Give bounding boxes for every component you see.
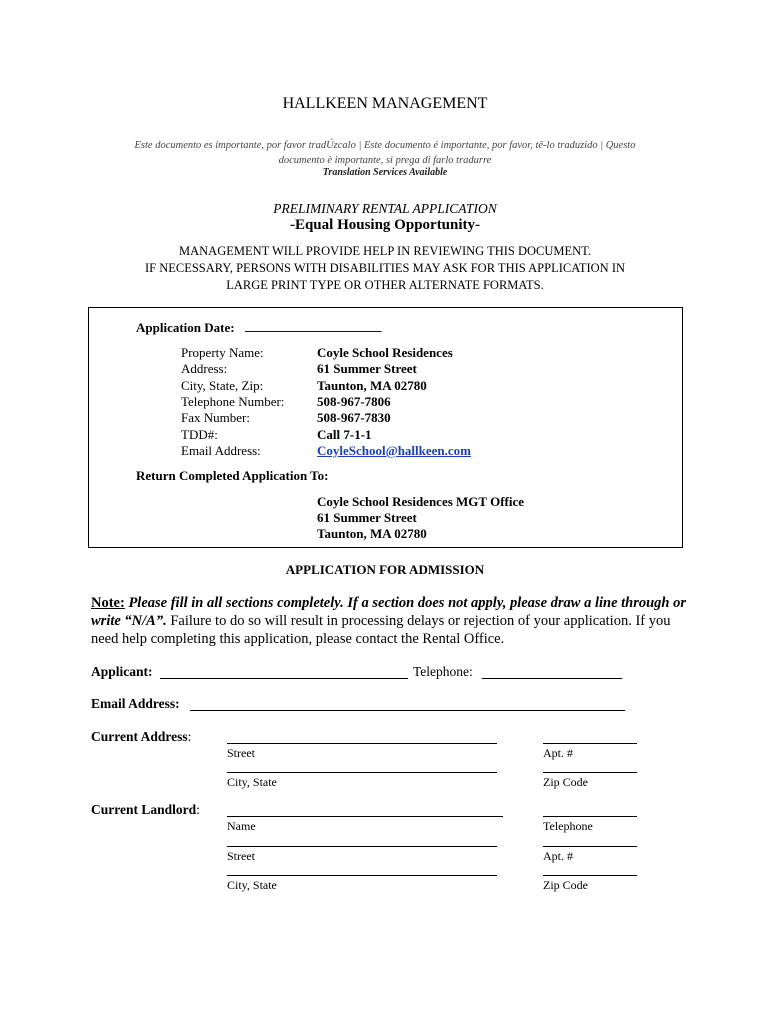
translation-services: Translation Services Available: [322, 167, 448, 178]
landlord-city-caption: City, State: [227, 878, 277, 892]
landlord-telephone-line[interactable]: [543, 816, 637, 817]
address-zip-caption: Zip Code: [543, 775, 588, 789]
city-state-zip-value: Taunton, MA 02780: [317, 378, 427, 393]
address-label: Address:: [181, 361, 228, 376]
telephone-label: Telephone:: [413, 664, 473, 679]
note-label: Note:: [91, 595, 125, 611]
city-state-zip-label: City, State, Zip:: [181, 378, 264, 393]
current-landlord-label: [91, 802, 200, 818]
current-landlord-label-text: Current Landlord: [91, 802, 197, 817]
address-street-line[interactable]: [227, 743, 497, 744]
address-apt-caption: Apt. #: [543, 746, 573, 760]
address-value: 61 Summer Street: [317, 361, 417, 376]
current-address-colon: :: [187, 729, 192, 744]
telephone-number-label: Telephone Number:: [181, 394, 285, 409]
landlord-apt-caption: Apt. #: [543, 849, 573, 863]
email-label: Email Address:: [91, 696, 180, 711]
current-address-label-text: Current Address: [91, 729, 188, 744]
property-name-value: Coyle School Residences: [317, 345, 453, 360]
landlord-city-line[interactable]: [227, 875, 497, 876]
tdd-label: TDD#:: [181, 427, 218, 442]
address-city-line[interactable]: [227, 772, 497, 773]
address-city-caption: City, State: [227, 775, 277, 789]
translation-notice-line-2: documento è importante, si prega di farlo tradurre: [278, 155, 492, 166]
management-notice-line-3: LARGE PRINT TYPE OR OTHER ALTERNATE FORMATS.: [226, 278, 544, 292]
return-line-city: Taunton, MA 02780: [317, 526, 427, 541]
current-address-label: [91, 729, 191, 745]
email-address-label: Email Address:: [181, 443, 261, 458]
admission-heading: APPLICATION FOR ADMISSION: [285, 562, 485, 577]
telephone-input-line[interactable]: [482, 678, 622, 679]
translation-notice-line-1: Este documento es importante, por favor tradÚzcalo | Este documento é importante, por favor, tê-lo traduzido | Questo: [134, 140, 636, 151]
landlord-street-line[interactable]: [227, 846, 497, 847]
fax-number-value: 508-967-7830: [317, 410, 391, 425]
management-notice-line-2: IF NECESSARY, PERSONS WITH DISABILITIES MAY ASK FOR THIS APPLICATION IN: [144, 261, 626, 275]
landlord-street-caption: Street: [227, 849, 255, 863]
address-zip-line[interactable]: [543, 772, 637, 773]
email-address-link[interactable]: CoyleSchool@hallkeen.com: [317, 443, 472, 458]
landlord-name-caption: Name: [227, 819, 256, 833]
management-notice: [0, 243, 770, 294]
return-application-label: Return Completed Application To:: [136, 468, 329, 483]
management-notice-line-1: MANAGEMENT WILL PROVIDE HELP IN REVIEWING THIS DOCUMENT.: [179, 244, 591, 258]
property-name-label: Property Name:: [181, 345, 264, 360]
note-paragraph: [91, 594, 691, 648]
landlord-zip-line[interactable]: [543, 875, 637, 876]
note-rest: Failure to do so will result in processing delays or rejection of your application. If you need help completing this application, please contact the Rental Office.: [91, 613, 671, 647]
landlord-name-line[interactable]: [227, 816, 503, 817]
telephone-number-value: 508-967-7806: [317, 394, 391, 409]
document-title: HALLKEEN MANAGEMENT: [282, 95, 488, 112]
address-street-caption: Street: [227, 746, 255, 760]
tdd-value: Call 7-1-1: [317, 427, 372, 442]
email-input-line[interactable]: [190, 710, 625, 711]
landlord-telephone-caption: Telephone: [543, 819, 593, 833]
landlord-apt-line[interactable]: [543, 846, 637, 847]
landlord-zip-caption: Zip Code: [543, 878, 588, 892]
note-emphasis: Please fill in all sections completely. If a section does not apply, please draw a line through or write “N/A”.: [91, 595, 687, 629]
return-line-street: 61 Summer Street: [317, 510, 417, 525]
address-apt-line[interactable]: [543, 743, 637, 744]
application-date-field[interactable]: _____________________: [245, 318, 382, 333]
applicant-input-line[interactable]: [160, 678, 408, 679]
equal-housing-heading: -Equal Housing Opportunity-: [289, 217, 481, 233]
application-date-label: Application Date:: [136, 320, 235, 335]
translation-notice: [0, 138, 770, 168]
preliminary-heading: PRELIMINARY RENTAL APPLICATION: [273, 201, 497, 216]
return-line-office: Coyle School Residences MGT Office: [317, 494, 525, 509]
fax-number-label: Fax Number:: [181, 410, 250, 425]
applicant-label: Applicant:: [91, 664, 153, 679]
current-landlord-colon: :: [196, 802, 200, 817]
